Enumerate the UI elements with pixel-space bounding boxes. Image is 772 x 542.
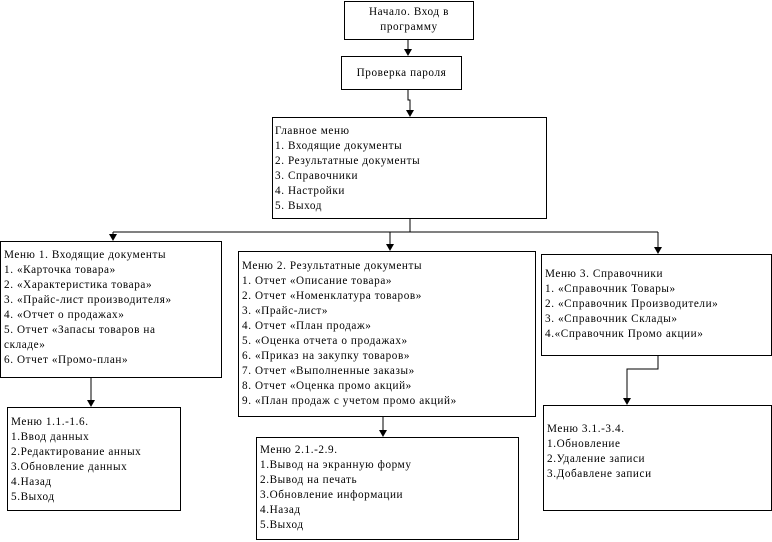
submenu2-item-4: 4.Назад [260, 504, 301, 516]
arrow-to-menu1 [109, 234, 117, 241]
menu2-item-2: 2. Отчет «Номенклатура товаров» [242, 290, 423, 302]
menu3-item-3: 3. «Справочник Склады» [545, 313, 678, 325]
main-menu-item-2: 2. Результатные документы [275, 155, 421, 167]
menu1-item-3: 3. «Прайс-лист производителя» [4, 294, 172, 306]
menu1-item-4: 4. «Отчет о продажах» [4, 309, 125, 321]
menu1-item-1: 1. «Карточка товара» [4, 264, 116, 276]
menu2-item-7: 7. Отчет «Выполненные заказы» [242, 365, 415, 377]
submenu2-item-1: 1.Вывод на экранную форму [260, 459, 412, 471]
menu2-item-3: 3. «Прайс-лист» [242, 305, 329, 317]
arrow-to-submenu3 [623, 398, 631, 405]
menu1-box [0, 241, 222, 378]
menu1-item-6: 6. Отчет «Промо-план» [4, 354, 129, 366]
submenu3-item-1: 1.Обновление [547, 438, 621, 450]
submenu1-item-1: 1.Ввод данных [11, 431, 90, 443]
menu3-box [541, 254, 772, 356]
menu2-item-6: 6. «Приказ на закупку товаров» [242, 350, 411, 362]
password-check-label: Проверка пароля [356, 67, 447, 79]
menu1-item-2: 2. «Характеристика товара» [4, 279, 153, 291]
start-line-1: Начало. Вход в [369, 6, 449, 18]
password-check-box [341, 56, 462, 90]
submenu3-item-3: 3.Добавлене записи [547, 468, 652, 480]
arrow-to-password [404, 49, 412, 56]
menu2-item-4: 4. Отчет «План продаж» [242, 320, 372, 332]
submenu2-item-3: 3.Обновление информации [260, 489, 404, 501]
menu1-title: Меню 1. Входящие документы [4, 249, 167, 261]
arrow-to-menu3 [654, 247, 662, 254]
main-menu-item-5: 5. Выход [275, 200, 323, 212]
menu2-item-1: 1. Отчет «Описание товара» [242, 275, 393, 287]
main-menu-item-1: 1. Входящие документы [275, 140, 403, 152]
submenu3-item-2: 2.Удаление записи [547, 453, 646, 465]
submenu3-box [543, 405, 772, 511]
main-menu-box [272, 117, 547, 219]
submenu2-item-5: 5.Выход [260, 519, 304, 531]
start-box [344, 1, 474, 40]
submenu1-item-2: 2.Редактирование анных [11, 446, 142, 458]
menu3-item-2: 2. «Справочник Производители» [545, 298, 719, 310]
menu2-item-8: 8. Отчет «Оценка промо акций» [242, 380, 412, 392]
main-menu-item-4: 4. Настройки [275, 185, 346, 197]
menu2-box [238, 251, 536, 417]
start-line-2: программу [380, 21, 438, 33]
submenu1-title: Меню 1.1.-1.6. [11, 416, 89, 428]
menu2-item-5: 5. «Оценка отчета о продажах» [242, 335, 408, 347]
submenu1-item-3: 3.Обновление данных [11, 461, 128, 473]
submenu3-title: Меню 3.1.-3.4. [547, 423, 625, 435]
submenu1-item-4: 4.Назад [11, 476, 52, 488]
submenu1-item-5: 5.Выход [11, 491, 55, 503]
submenu2-item-2: 2.Вывод на печать [260, 474, 358, 486]
arrow-to-submenu1 [87, 400, 95, 407]
menu3-item-1: 1. «Справочник Товары» [545, 283, 676, 295]
menu1-item-5: 5. Отчет «Запасы товаров на [4, 324, 156, 336]
submenu1-box [7, 407, 181, 511]
main-menu-item-3: 3. Справочники [275, 170, 359, 182]
arrow-to-submenu2 [379, 430, 387, 437]
arrow-to-main-menu [406, 110, 414, 117]
menu3-item-4: 4.«Справочник Промо акции» [545, 328, 704, 340]
arrow-to-menu2 [386, 244, 394, 251]
menu2-item-9: 9. «План продаж с учетом промо акций» [242, 395, 457, 407]
menu2-title: Меню 2. Результатные документы [242, 260, 423, 272]
menu1-item-5-cont: складе» [4, 339, 46, 351]
main-menu-title: Главное меню [275, 125, 350, 137]
menu3-title: Меню 3. Справочники [545, 268, 664, 280]
submenu2-box [256, 437, 519, 540]
submenu2-title: Меню 2.1.-2.9. [260, 444, 338, 456]
